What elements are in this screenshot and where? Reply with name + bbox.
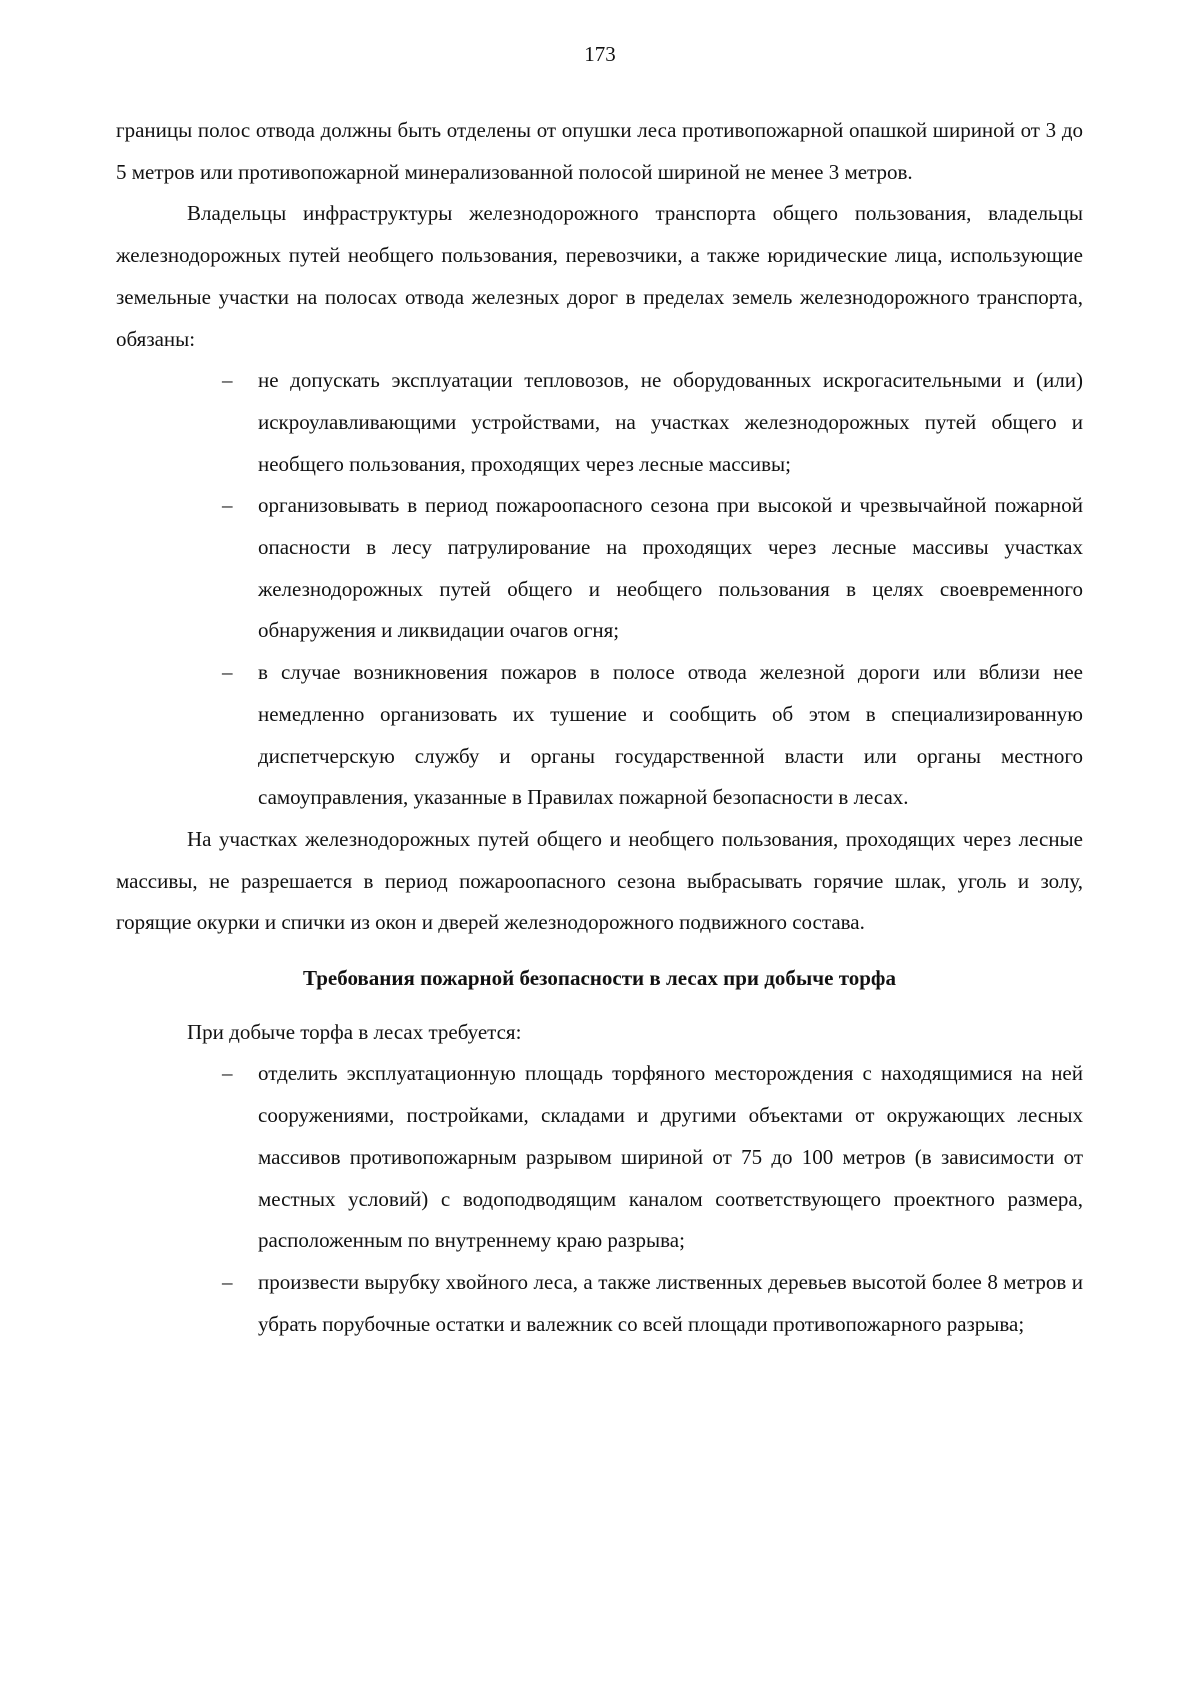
list-item — [222, 1262, 1083, 1345]
list-item — [222, 485, 1083, 652]
paragraph-obligations-intro: Владельцы инфраструктуры железнодорожного транспорта общего пользования, владельцы железнодорожных путей необщего пользования, перевозчики, а также юридические лица, использующие земельные участки на полосах отвода железных дорог в пределах земель железнодорожного транспорта, обязаны: — [116, 201, 1083, 351]
section-heading: Требования пожарной безопасности в лесах при добыче торфа — [303, 966, 896, 991]
list-item — [222, 1053, 1083, 1262]
list-item — [222, 360, 1083, 485]
dash-bullet: – — [222, 368, 233, 393]
section-intro: При добыче торфа в лесах требуется: — [187, 1019, 522, 1044]
paragraph-continuation: границы полос отвода должны быть отделены от опушки леса противопожарной опашкой шириной от 3 до 5 метров или противопожарной минерализованной полосой шириной не менее 3 метров. — [116, 118, 1083, 184]
list-item-text: произвести вырубку хвойного леса, а также лиственных деревьев высотой более 8 метров и убрать порубочные остатки и валежник со всей площади противопожарного разрыва; — [258, 1269, 1083, 1336]
page-number: 173 — [584, 42, 616, 66]
dash-bullet: – — [222, 1061, 233, 1086]
list-item — [222, 652, 1083, 819]
list-item-text: не допускать эксплуатации тепловозов, не оборудованных искрогасительными и (или) искроулавливающими устройствами, на участках железнодорожных путей общего и необщего пользования, проходящих через лесные массивы; — [258, 368, 1083, 476]
paragraph-prohibition: На участках железнодорожных путей общего и необщего пользования, проходящих через лесные массивы, не разрешается в период пожароопасного сезона выбрасывать горячие шлак, уголь и золу, горящие окурки и спички из окон и дверей железнодорожного подвижного состава. — [116, 826, 1083, 935]
dash-bullet: – — [222, 1269, 233, 1294]
railway-obligations-list — [116, 360, 1083, 819]
list-item-text: организовывать в период пожароопасного сезона при высокой и чрезвычайной пожарной опасности в лесу патрулирование на проходящих через лесные массивы участках железнодорожных путей общего и необщего пользования в целях своевременного обнаружения и ликвидации очагов огня; — [258, 493, 1083, 643]
peat-requirements-list — [116, 1053, 1083, 1345]
list-item-text: отделить эксплуатационную площадь торфяного месторождения с находящимися на ней сооружениями, постройками, складами и другими объектами от окружающих лесных массивов противопожарным разрывом шириной от 75 до 100 метров (в зависимости от местных условий) с водоподводящим каналом соответствующего проектного размера, расположенным по внутреннему краю разрыва; — [258, 1061, 1083, 1253]
page-content — [116, 110, 1083, 1345]
dash-bullet: – — [222, 660, 233, 685]
list-item-text: в случае возникновения пожаров в полосе отвода железной дороги или вблизи нее немедленно организовать их тушение и сообщить об этом в специализированную диспетчерскую службу и органы государственной власти или органы местного самоуправления, указанные в Правилах пожарной безопасности в лесах. — [258, 660, 1083, 810]
dash-bullet: – — [222, 493, 233, 518]
